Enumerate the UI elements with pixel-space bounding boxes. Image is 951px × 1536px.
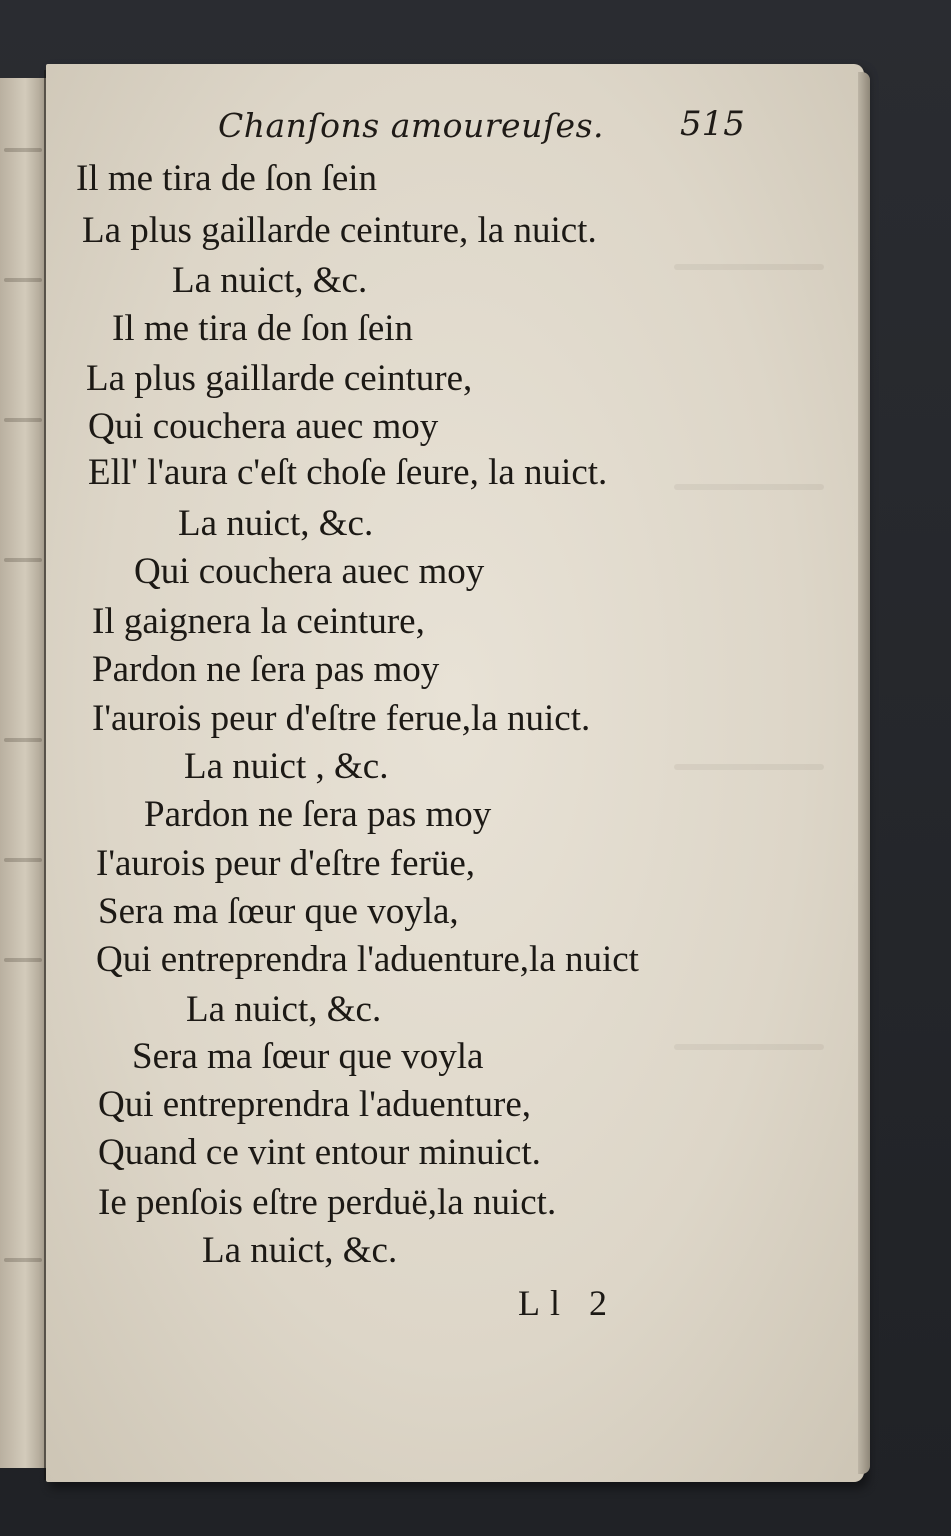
verse-line: Pardon ne ſera pas moy xyxy=(92,649,440,690)
verse-line: Pardon ne ſera pas moy xyxy=(144,794,492,835)
verse-line: Sera ma ſœur que voyla, xyxy=(98,891,459,932)
signature-mark: Ll 2 xyxy=(518,1283,617,1323)
verse-line: Sera ma ſœur que voyla xyxy=(132,1036,484,1077)
verse-line: La plus gaillarde ceinture, xyxy=(86,358,473,399)
verse-line: Qui couchera auec moy xyxy=(134,551,485,592)
verse-line: La nuict, &c. xyxy=(172,260,368,301)
verse-line: Ie penſois eſtre perduë,la nuict. xyxy=(98,1182,557,1223)
verse-line: Qui couchera auec moy xyxy=(88,406,439,447)
verse-line: Quand ce vint entour minuict. xyxy=(98,1132,541,1173)
running-head: Chanſons amoureuſes. xyxy=(218,106,605,145)
verse-line: La nuict , &c. xyxy=(184,746,389,787)
verse-line: I'aurois peur d'eſtre ferue,la nuict. xyxy=(92,698,591,739)
verse-line: Il me tira de ſon ſein xyxy=(112,308,414,349)
verse-line: La nuict, &c. xyxy=(186,989,382,1030)
verse-line: Il gaignera la ceinture, xyxy=(92,601,425,642)
verse-line: La plus gaillarde ceinture, la nuict. xyxy=(82,210,597,251)
verse-line: La nuict, &c. xyxy=(178,503,374,544)
verse-line: Qui entreprendra l'aduenture,la nuict xyxy=(96,939,639,980)
verse-line: Qui entreprendra l'aduenture, xyxy=(98,1084,531,1125)
verse-line: I'aurois peur d'eſtre ferüe, xyxy=(96,843,476,884)
verse-line: Il me tira de ſon ſein xyxy=(76,158,378,199)
page-number: 515 xyxy=(680,104,745,144)
verse-line: Ell' l'aura c'eſt choſe ſeure, la nuict. xyxy=(88,452,608,493)
verse-line: La nuict, &c. xyxy=(202,1230,398,1271)
